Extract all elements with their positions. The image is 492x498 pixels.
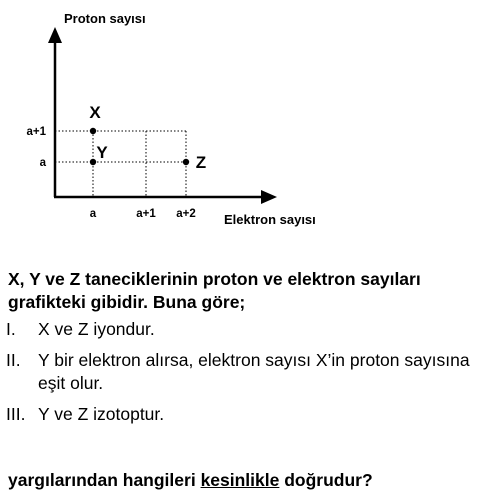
statement-number: II. <box>6 350 21 370</box>
y-tick-label: a <box>39 157 46 169</box>
x-tick-label: a <box>89 208 97 220</box>
statement-1 <box>6 318 486 341</box>
axes <box>48 27 277 204</box>
x-tick-label: a+2 <box>176 208 196 220</box>
statement-text: Y bir elektron alırsa, elektron sayısı X’in proton sayısına eşit olur. <box>38 350 470 393</box>
x-tick-label: a+1 <box>136 208 156 220</box>
grid-lines <box>55 131 186 197</box>
question-ending-end: doğrudur? <box>279 470 373 490</box>
data-point-z <box>183 159 189 165</box>
data-point-x <box>90 128 96 134</box>
statement-number: III. <box>6 404 26 424</box>
statement-3 <box>6 403 486 426</box>
statement-text: X ve Z iyondur. <box>38 319 155 339</box>
statement-text: Y ve Z izotoptur. <box>38 404 165 424</box>
statement-2 <box>6 349 486 395</box>
data-point-label-y: Y <box>96 143 108 162</box>
question-ending <box>8 469 373 492</box>
x-axis-arrow-icon <box>261 190 277 204</box>
statement-number: I. <box>6 319 16 339</box>
x-axis-label: Elektron sayısı <box>224 212 316 227</box>
proton-electron-chart <box>0 0 492 240</box>
emphasis-word: kesinlikle <box>200 470 280 490</box>
statement-list <box>6 318 486 434</box>
data-point-label-x: X <box>89 103 101 122</box>
y-axis-arrow-icon <box>48 27 62 43</box>
data-point-label-z: Z <box>195 153 207 172</box>
tick-labels <box>26 126 195 220</box>
y-axis-label: Proton sayısı <box>64 11 146 26</box>
data-point-y <box>90 159 96 165</box>
question-stem: X, Y ve Z taneciklerinin proton ve elektron sayıları grafikteki gibidir. Buna göre; <box>8 269 421 312</box>
y-tick-label: a+1 <box>26 126 46 138</box>
data-points <box>89 103 206 172</box>
question-ending-start: yargılarından hangileri <box>8 470 201 490</box>
